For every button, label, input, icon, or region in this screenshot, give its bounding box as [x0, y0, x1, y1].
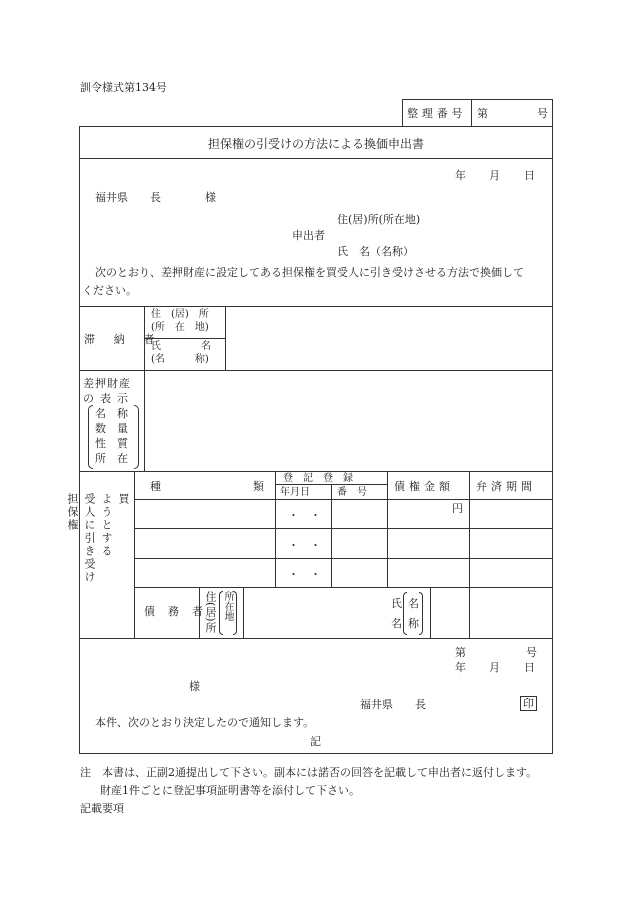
body-text-line1: 次のとおり、差押財産に設定してある担保権を買受人に引き受けさせる方法で換価して — [95, 266, 524, 279]
row2-date-dots: ・ ・ — [288, 539, 321, 552]
security-side-label-col3: 担保権 — [66, 493, 79, 532]
property-item-quantity: 数 量 — [95, 422, 128, 435]
debtor-address-b: 所在地 — [222, 591, 233, 621]
applicant-address-label: 住(居)所(所在地) — [337, 213, 421, 226]
header-divider — [79, 306, 553, 307]
property-item-nature: 性 質 — [95, 437, 128, 450]
body-text-line2: ください。 — [82, 284, 137, 297]
property-item-name: 名 称 — [95, 407, 128, 420]
property-item-location: 所 在 — [95, 452, 128, 465]
notice-month: 月 — [489, 661, 500, 674]
notice-body: 本件、次のとおり決定したので通知します。 — [95, 716, 315, 729]
note-line2: 財産1件ごとに登記事項証明書等を添付して下さい。 — [100, 784, 360, 797]
notice-sama: 様 — [189, 680, 200, 693]
title-divider — [79, 158, 553, 159]
notice-issuer: 福井県 長 — [360, 698, 426, 711]
debtor-address-a: 住(居)所 — [204, 591, 217, 633]
notice-ki: 記 — [310, 735, 321, 748]
property-label1: 差押財産 — [83, 377, 131, 390]
form-frame — [79, 126, 553, 754]
row3-date-dots: ・ ・ — [288, 568, 321, 581]
delinquent-address-label2: (所 在 地) — [151, 322, 209, 333]
col-repayment-period: 弁済期間 — [476, 480, 536, 493]
security-side-label-col0: 買 — [117, 493, 130, 506]
col-reg-date: 年月日 — [280, 487, 310, 498]
serial-divider — [471, 99, 472, 127]
col-kind-2: 類 — [253, 480, 264, 493]
delinquent-name-label1: 氏 名 — [151, 341, 211, 352]
date-year: 年 — [455, 169, 466, 182]
row1-date-dots: ・ ・ — [288, 509, 321, 522]
notice-day: 日 — [524, 661, 535, 674]
notice-go: 号 — [526, 646, 537, 659]
form-title: 担保権の引受けの方法による換価申出書 — [208, 137, 425, 151]
debtor-name-b: 名 — [408, 597, 419, 610]
property-label2: の表示 — [83, 392, 134, 405]
date-day: 日 — [524, 169, 535, 182]
applicant-name-label: 氏 名（名称） — [337, 245, 414, 258]
serial-label: 整理番号 — [407, 107, 467, 120]
col-reg-number: 番 号 — [337, 487, 367, 498]
debtor-name-a: 氏 — [391, 597, 402, 610]
notice-dai: 第 — [455, 646, 466, 659]
security-side-label-col2: 受人に引き受け — [83, 493, 96, 584]
delinquent-address-label1: 住 (居) 所 — [151, 309, 209, 320]
date-month: 月 — [489, 169, 500, 182]
security-side-label-col1: ようとする — [100, 493, 113, 558]
note-line1: 注 本書は、正副2通提出して下さい。副本には諾否の回答を記載して申出者に返付します。 — [80, 766, 538, 779]
debtor-name-d: 称 — [408, 617, 419, 630]
delinquent-name-label2: (名 称) — [151, 354, 209, 365]
seal-mark: 印 — [520, 696, 537, 711]
applicant-label: 申出者 — [292, 229, 325, 242]
delinquent-label: 滞 納 者 — [84, 333, 159, 346]
serial-go: 号 — [537, 107, 548, 120]
yen-unit: 円 — [452, 502, 463, 515]
col-kind-1: 種 — [150, 480, 161, 493]
note-line3: 記載要項 — [80, 802, 124, 815]
debtor-label: 債 務 者 — [144, 605, 204, 618]
col-claim-amount: 債権金額 — [394, 480, 454, 493]
debtor-name-c: 名 — [391, 617, 402, 630]
notice-year: 年 — [455, 661, 466, 674]
col-registration: 登 記 登 録 — [283, 473, 353, 484]
addressee: 福井県 長 様 — [95, 191, 216, 204]
form-number: 訓令様式第134号 — [80, 81, 167, 94]
serial-dai: 第 — [477, 107, 488, 120]
